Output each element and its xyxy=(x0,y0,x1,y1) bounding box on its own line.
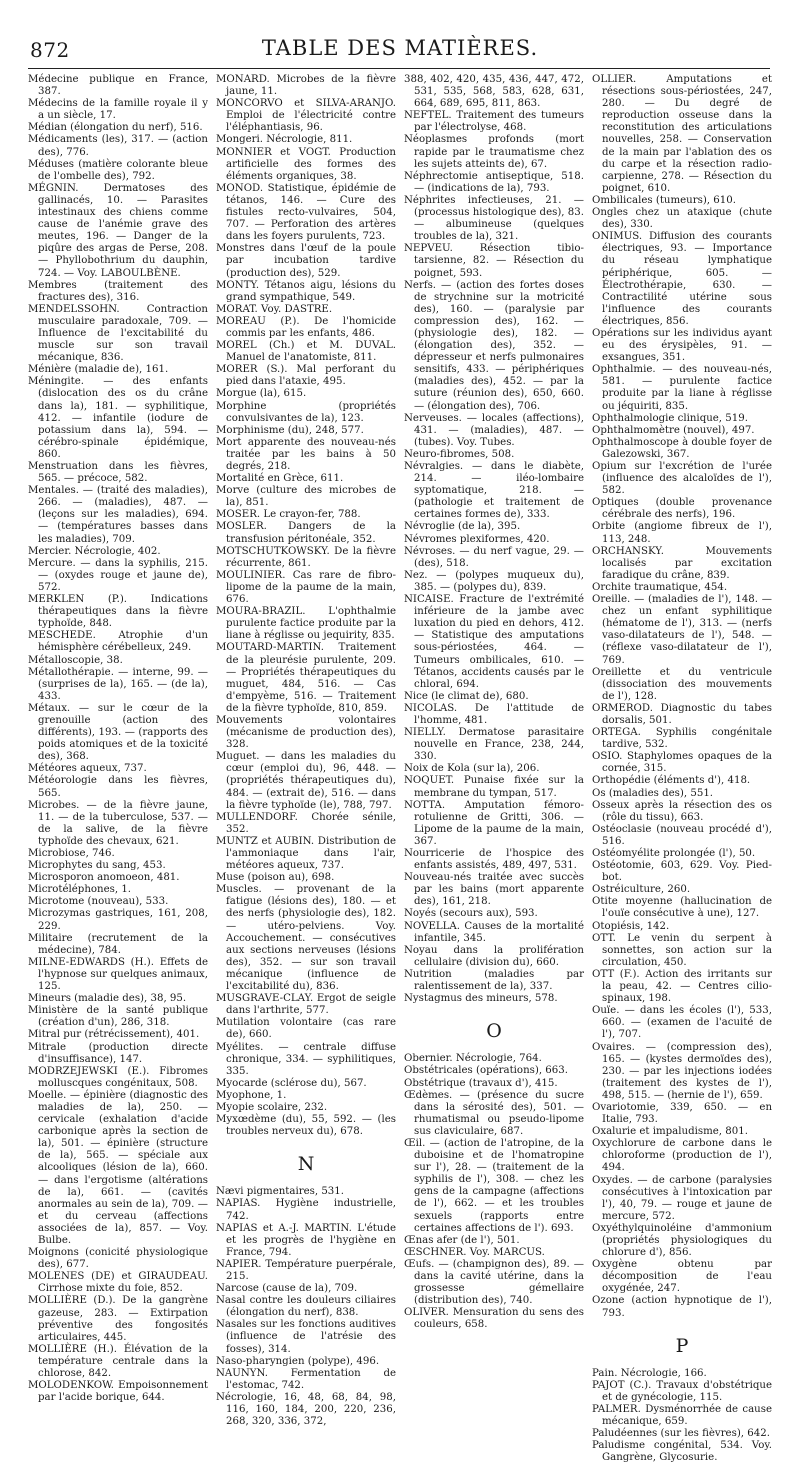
index-entry: MOREL (Ch.) et M. DUVAL. Manuel de l'anatomiste, 811. xyxy=(216,340,396,364)
index-entry: Météorologie dans les fièvres, 565. xyxy=(28,775,208,799)
index-entry: Névralgies. — dans le diabète, 214. — iléo-lombaire syptomatique, 218. — (pathologie et traitement de certaines formes de), 333. xyxy=(404,461,584,521)
index-entry: NOVELLA. Causes de la mortalité infantile, 345. xyxy=(404,920,584,944)
index-entry: MODRZEJEWSKI (E.). Fibromes molluscques congénitaux, 508. xyxy=(28,1065,208,1089)
index-entry: MOSER. Le crayon-fer, 788. xyxy=(216,509,361,521)
index-entry: Obstétricales (opérations), 663. xyxy=(404,1065,568,1077)
index-entry: Noix de Kola (sur la), 206. xyxy=(404,763,540,775)
index-column-1 xyxy=(28,74,208,1404)
index-column-3 xyxy=(404,74,584,1331)
index-entry: MONNIER et VOGT. Production artificielle des formes des éléments organiques, 38. xyxy=(216,146,396,182)
index-entry: Névroses. — du nerf vague, 29. — (des), 518. xyxy=(404,545,584,569)
index-entry: Mineurs (maladie des), 38, 95. xyxy=(28,993,187,1005)
index-entry: Opium sur l'excrétion de l'urée (influence des alcaloïdes de l'), 582. xyxy=(592,461,772,497)
index-entry: Néphrectomie antiseptique, 518. — (indications de la), 793. xyxy=(404,170,584,194)
index-entry: MENDELSSOHN. Contraction musculaire paradoxale, 709. — Influence de l'excitabilité du muscle sur son travail mécanique, 836. xyxy=(28,303,208,364)
index-entry: Médecins de la famille royale il y a un siècle, 17. xyxy=(28,98,208,122)
index-entry: Métaux. — sur le cœur de la grenouille (action des différents), 193. — (rapports des poids atomiques et de la toxicité des), 368. xyxy=(28,702,208,763)
index-entry: Otite moyenne (hallucination de l'ouïe consécutive à une), 127. xyxy=(592,896,772,920)
index-entry: NOTTA. Amputation fémoro-rotulienne de Gritti, 306. — Lipome de la paume de la main, 367. xyxy=(404,799,584,847)
index-entry: MORAT. Voy. DASTRE. xyxy=(216,303,333,315)
index-entry: Médian (élongation du nerf), 516. xyxy=(28,122,203,134)
index-entry: Nouveau-nés traitée avec succès par les bains (mort apparente des), 161, 218. xyxy=(404,872,584,908)
index-entry: Nerfs. — (action des fortes doses de strychnine sur la motricité des), 160. — (paralysie par compression des), 162. — (physiologie des), 182. — (élongation des), 352. — dépresseur et nerfs pulmonaires sensitifs, 433. — périphériques (maladies des), 452. — par la suture (réunion des), 650, 660. — (élongation des), 706. xyxy=(404,279,584,412)
index-entry: Monstres dans l'œuf de la poule par incubation tardive (production des), 529. xyxy=(216,243,396,279)
index-entry: OSIO. Staphylomes opaques de la cornée, 315. xyxy=(592,751,772,775)
index-entry: Oxygène obtenu par décomposition de l'eau oxygénée, 247. xyxy=(592,1259,772,1295)
index-entry: Médicaments (les), 317. — (action des), 776. xyxy=(28,134,208,158)
index-entry: Méduses (matière colorante bleue de l'ombelle des), 792. xyxy=(28,158,208,182)
index-entry: Ovariotomie, 339, 650. — en Italie, 793. xyxy=(592,1101,772,1126)
index-entry: Nasales sur les fonctions auditives (influence de l'atrésie des fosses), 314. xyxy=(216,1319,396,1355)
index-entry: Microbes. — de la fièvre jaune, 11. — de la tuberculose, 537. — de la salive, de la fièvre typhoïde des chevaux, 621. xyxy=(28,799,208,847)
index-entry: Œdèmes. — (présence du sucre dans la sérosité des), 501. — rhumatismal ou pseudo-lipome sus claviculaire, 687. xyxy=(404,1089,584,1137)
index-entry: Oxydes. — de carbone (paralysies consécutives à l'intoxication par l'), 40, 79. — rouge et jaune de mercure, 572. xyxy=(592,1174,772,1222)
index-entry: MILNE-EDWARDS (H.). Effets de l'hypnose sur quelques animaux, 125. xyxy=(28,956,208,993)
index-entry: Myopie scolaire, 232. xyxy=(216,1101,328,1113)
index-entry: MOLODENKOW. Empoisonnement par l'acide borique, 644. xyxy=(28,1380,208,1404)
index-entry: Paludéennes (sur les fièvres), 642. xyxy=(592,1428,770,1440)
index-entry: MOURA-BRAZIL. L'ophthalmie purulente factice produite par la liane à réglisse ou jequirity, 835. xyxy=(216,606,396,642)
index-entry: Ozone (action hypnotique de l'), 793. xyxy=(592,1295,772,1319)
index-entry: Néphrites infectieuses, 21. — (processus histologique des), 83. — albumineuse (quelques troubles de la), 321. xyxy=(404,194,584,243)
index-entry: ONIMUS. Diffusion des courants électriques, 93. — Importance du réseau lymphatique périphérique, 605. — Électrothérapie, 630. — Contractilité utérine sous l'influence des courants électriques, 856. xyxy=(592,231,772,327)
index-entry: Neuro-fibromes, 508. xyxy=(404,448,515,460)
index-entry: Métallothérapie. — interne, 99. — (surprises de la), 165. — (de la), 433. xyxy=(28,666,208,702)
index-entry: Microtéléphones, 1. xyxy=(28,884,132,896)
index-entry: Œufs. — (champignon des), 89. — dans la cavité utérine, dans la grossesse gémellaire (distribution des), 740. xyxy=(404,1258,584,1307)
index-column-4 xyxy=(592,74,772,1464)
index-entry: MULLENDORF. Chorée sénile, 352. xyxy=(216,811,396,835)
index-entry: Ophthalmoscope à double foyer de Galezowski, 367. xyxy=(592,436,772,460)
index-entry: Ophthalmomètre (nouvel), 497. xyxy=(592,424,755,436)
index-entry: Mongeri. Nécrologie, 811. xyxy=(216,134,353,146)
section-letter: N xyxy=(297,1153,315,1176)
index-entry: Obernier. Nécrologie, 764. xyxy=(404,1053,542,1065)
index-entry: ORTEGA. Syphilis congénitale tardive, 532. xyxy=(592,727,772,751)
index-entry: Myocarde (sclérose du), 567. xyxy=(216,1077,367,1089)
index-entry: Myélites. — centrale diffuse chronique, 334. — syphilitiques, 335. xyxy=(216,1041,396,1077)
index-entry: Oxyéthylquinoléine d'ammonium (propriétés physiologiques du chlorure d'), 856. xyxy=(592,1222,772,1259)
index-entry: Ostéoclasie (nouveau procédé d'), 516. xyxy=(592,823,772,847)
index-entry: MORER (S.). Mal perforant du pied dans l'ataxie, 495. xyxy=(216,364,396,388)
index-entry: Microphytes du sang, 453. xyxy=(28,860,166,872)
index-entry: Ostéomyélite prolongée (l'), 50. xyxy=(592,848,756,859)
index-entry: Muguet. — dans les maladies du cœur (emploi du), 96, 448. — (propriétés thérapeutiques du), 484. — (extrait de), 516. — dans la fièvre typhoïde (le), 788, 797. xyxy=(216,751,396,811)
index-entry: Névroglie (de la), 395. xyxy=(404,521,521,533)
index-columns xyxy=(28,74,772,1464)
index-entry: MOTSCHUTKOWSKY. De la fièvre récurrente, 861. xyxy=(216,545,396,569)
index-entry: Névromes plexiformes, 420. xyxy=(404,533,550,545)
index-entry: Oxychlorure de carbone dans le chloroforme (production de l'), 494. xyxy=(592,1138,772,1174)
index-entry: PALMER. Dysménorrhée de cause mécanique, 659. xyxy=(592,1404,772,1428)
index-entry: MOLLIÈRE (D.). De la gangrène gazeuse, 283. — Extirpation préventive des fongosités articulaires, 445. xyxy=(28,1295,208,1343)
page-header xyxy=(0,0,800,70)
index-entry: Orbite (angiome fibreux de l'), 113, 248. xyxy=(592,521,772,545)
index-entry: Osseux après la résection des os (rôle du tissu), 663. xyxy=(592,799,772,823)
section-letter: P xyxy=(675,1334,689,1357)
index-entry: Menstruation dans les fièvres, 565. — précoce, 582. xyxy=(28,461,208,485)
index-entry: Nutrition (maladies par ralentissement de la), 337. xyxy=(404,968,584,993)
index-entry: Oxalurie et impaludisme, 801. xyxy=(592,1126,748,1138)
index-entry: MONARD. Microbes de la fièvre jaune, 11. xyxy=(216,74,396,98)
index-entry: MOSLER. Dangers de la transfusion péritonéale, 352. xyxy=(216,521,396,545)
index-entry: Narcose (cause de la), 709. xyxy=(216,1283,358,1295)
index-entry: Ombilicales (tumeurs), 610. xyxy=(592,194,736,206)
index-entry: MOULINIER. Cas rare de fibro-lipome de la paume de la main, 676. xyxy=(216,569,396,606)
index-entry: Microbiose, 746. xyxy=(28,848,115,859)
index-entry: OLIVER. Mensuration du sens des couleurs, 658. xyxy=(404,1307,584,1331)
index-entry: MÉGNIN. Dermatoses des gallinacés, 10. — Parasites intestinaux des chiens comme cause de l'anémie grave des meutes, 196. — Danger de la piqûre des argas de Perse, 208. — Phyllobothrium du dauphin, 724. — Voy. LABOULBÈNE. xyxy=(28,182,208,279)
index-entry: Paludisme congénital, 534. Voy. Gangrène, Glycosurie. xyxy=(592,1440,772,1464)
index-entry: Ostréiculture, 260. xyxy=(592,884,691,896)
index-entry: NAPIAS et A.-J. MARTIN. L'étude et les progrès de l'hygiène en France, 794. xyxy=(216,1222,396,1258)
index-entry: Os (maladies des), 551. xyxy=(592,787,714,799)
index-entry: Nez. — (polypes muqueux du), 385. — (polypes du), 839. xyxy=(404,569,584,593)
index-entry: Mercier. Nécrologie, 402. xyxy=(28,545,161,557)
index-entry: MOREAU (P.). De l'homicide commis par les enfants, 486. xyxy=(216,315,396,339)
index-entry: Mutilation volontaire (cas rare de), 660. xyxy=(216,1017,396,1041)
index-entry: Morphine (propriétés convulsivantes de la), 123. xyxy=(216,400,396,424)
page-number: 872 xyxy=(30,38,70,62)
index-entry: MUNTZ et AUBIN. Distribution de l'ammoniaque dans l'air, météores aqueux, 737. xyxy=(216,835,396,872)
index-entry: Ophthalmologie clinique, 519. xyxy=(592,412,748,424)
index-entry: Nécrologie, 16, 48, 68, 84, 98, 116, 160, 184, 200, 220, 236, 268, 320, 336, 372, xyxy=(216,1391,396,1428)
index-entry: Médecine publique en France, 387. xyxy=(28,74,208,98)
index-entry: Météores aqueux, 737. xyxy=(28,763,147,775)
index-entry: NAUNYN. Fermentation de l'estomac, 742. xyxy=(216,1367,396,1391)
index-entry: Morve (culture des microbes de la), 851. xyxy=(216,485,396,509)
index-entry: Naso-pharyngien (polype), 496. xyxy=(216,1355,380,1367)
index-entry: Ministère de la santé publique (création d'un), 286, 318. xyxy=(28,1005,208,1029)
section-letter: O xyxy=(486,1020,502,1043)
index-entry: Nourricerie de l'hospice des enfants assistés, 489, 497, 531. xyxy=(404,848,584,872)
index-entry: Œil. — (action de l'atropine, de la duboisine et de l'homatropine sur l'), 28. — (traitement de la syphilis de l'), 308. — chez les gens de la campagne (affections de l'), 662. — et les troubles sexuels (rapports entre certaines affections de l'). 693. xyxy=(404,1137,584,1234)
index-entry: Moelle. — épinière (diagnostic des maladies de la), 250. — cervicale (exhalation d'acide carbonique après la section de la), 501. — épinière (structure de la), 565. — spéciale aux alcooliques (lésion de la), 660. — dans l'ergotisme (altérations de la), 661. — (cavités anormales au sein de la), 709. — et du cerveau (affections associées de la), 857. — Voy. Bulbe. xyxy=(28,1089,208,1246)
header-rule xyxy=(28,68,770,69)
index-entry: Morgue (la), 615. xyxy=(216,388,307,400)
index-entry: Otopiésis, 142. xyxy=(592,920,670,932)
index-entry: Mitral pur (rétrécissement), 401. xyxy=(28,1029,200,1041)
index-entry: MONOD. Statistique, épidémie de tétanos, 146. — Cure des fistules recto-vulvaires, 504, 707. — Perforation des artères dans les foyers purulents, 723. xyxy=(216,182,396,243)
index-entry: Myxœdème (du), 55, 592. — (les troubles nerveux du), 678. xyxy=(216,1114,396,1138)
index-entry: Nævi pigmentaires, 531. xyxy=(216,1186,345,1198)
index-entry: NAPIER. Température puerpérale, 215. xyxy=(216,1258,396,1282)
index-entry: Militaire (recrutement de la médecine), 784. xyxy=(28,932,208,956)
index-entry: Noyés (secours aux), 593. xyxy=(404,908,538,920)
index-entry: Microsporon anomoeon, 481. xyxy=(28,872,180,884)
index-entry: Mentales. — (traité des maladies), 266. — (maladies), 487. — (leçons sur les maladies), 694. — (températures basses dans les maladies), 709. xyxy=(28,485,208,545)
index-entry: Mort apparente des nouveau-nés traitée par les bains à 50 degrés, 218. xyxy=(216,436,396,472)
index-entry: Pain. Nécrologie, 166. xyxy=(592,1367,707,1379)
index-entry: MOLLIÈRE (H.). Élévation de la température centrale dans la chlorose, 842. xyxy=(28,1343,208,1380)
index-entry: MONTY. Tétanos aigu, lésions du grand sympathique, 549. xyxy=(216,279,396,303)
index-entry: Microtome (nouveau), 533. xyxy=(28,896,169,908)
index-entry: NAPIAS. Hygiène industrielle, 742. xyxy=(216,1198,396,1222)
index-entry: Ouïe. — dans les écoles (l'), 533, 660. — (examen de l'acuité de l'), 707. xyxy=(592,1005,772,1041)
index-entry: Opérations sur les individus ayant eu des érysipèles, 91. — exsangues, 351. xyxy=(592,327,772,364)
index-entry: MOUTARD-MARTIN. Traitement de la pleurésie purulente, 209. — Propriétés thérapeutiques du muguet, 484, 516. — Cas d'empyème, 516. — Traitement de la fièvre typhoïde, 810, 859. xyxy=(216,642,396,714)
index-entry: Néoplasmes profonds (mort rapide par le traumatisme chez les sujets atteints de), 67. xyxy=(404,134,584,170)
index-entry: Ongles chez un ataxique (chute des), 330. xyxy=(592,207,772,231)
index-entry: NOQUET. Punaise fixée sur la membrane du tympan, 517. xyxy=(404,775,584,799)
index-entry: Ostéotomie, 603, 629. Voy. Pied-bot. xyxy=(592,860,772,884)
index-entry: PAJOT (C.). Travaux d'obstétrique et de gynécologie, 115. xyxy=(592,1379,772,1403)
index-entry: Orchite traumatique, 454. xyxy=(592,581,728,593)
index-entry: Métalloscopie, 38. xyxy=(28,654,123,666)
index-entry: Microzymas gastriques, 161, 208, 229. xyxy=(28,908,208,932)
index-entry: 388, 402, 420, 435, 436, 447, 472, 531, 535, 568, 583, 628, 631, 664, 689, 695, 811, 863. xyxy=(404,74,584,110)
index-entry: MONCORVO et SILVA-ARANJO. Emploi de l'électricité contre l'éléphantiasis, 96. xyxy=(216,98,396,134)
index-entry: OLLIER. Amputations et résections sous-périostées, 247, 280. — Du degré de reproduction osseuse dans la reconstitution des articulations nouvelles, 258. — Conservation de la main par l'ablation des os du carpe et la résection radio-carpienne, 278. — Résection du poignet, 610. xyxy=(592,74,772,194)
index-entry: Obstétrique (travaux d'), 415. xyxy=(404,1077,558,1089)
index-entry: Moignons (conicité physiologique des), 677. xyxy=(28,1247,208,1271)
index-entry: Membres (traitement des fractures des), 316. xyxy=(28,279,208,303)
index-entry: Orthopédie (éléments d'), 418. xyxy=(592,775,751,787)
index-entry: Myophone, 1. xyxy=(216,1089,287,1101)
index-entry: Nice (le climat de), 680. xyxy=(404,690,529,702)
index-entry: Optiques (double provenance cérébrale des nerfs), 196. xyxy=(592,497,772,521)
index-entry: Mercure. — dans la syphilis, 215. — (oxydes rouge et jaune de), 572. xyxy=(28,557,208,593)
index-column-2 xyxy=(216,74,396,1428)
index-entry: NEFTEL. Traitement des tumeurs par l'électrolyse, 468. xyxy=(404,110,584,134)
index-entry: MESCHEDE. Atrophie d'un hémisphère cérébelleux, 249. xyxy=(28,630,208,654)
index-entry: MUSGRAVE-CLAY. Ergot de seigle dans l'arthrite, 577. xyxy=(216,993,396,1017)
index-entry: Œnas afer (de l'), 501. xyxy=(404,1234,520,1246)
index-entry: ORCHANSKY. Mouvements localisés par excitation faradique du crâne, 839. xyxy=(592,545,772,581)
index-entry: Mitrale (production directe d'insuffisance), 147. xyxy=(28,1041,208,1065)
index-entry: Muscles. — provenant de la fatigue (lésions des), 180. — et des nerfs (physiologie des), 182. — utéro-pelviens. Voy. Accouchement. — consécutives aux sections nerveuses (lésions des), 352. — sur son travail mécanique (influence de l'excitabilité du), 836. xyxy=(216,884,396,993)
index-entry: Morphinisme (du), 248, 577. xyxy=(216,424,364,436)
index-entry: Muse (poison au), 698. xyxy=(216,872,335,884)
index-entry: Ovaires. — (compression des), 165. — (kystes dermoïdes des), 230. — par les injections iodées (traitement des kystes de l'), 498, 515. — (hernie de l'), 659. xyxy=(592,1041,772,1101)
index-entry: NEPVEU. Résection tibio-tarsienne, 82. — Résection du poignet, 593. xyxy=(404,243,584,279)
index-entry: NICOLAS. De l'attitude de l'homme, 481. xyxy=(404,702,584,726)
index-entry: NICAISE. Fracture de l'extrémité inférieure de la jambe avec luxation du pied en dehors, 412. — Statistique des amputations sous-périostées, 464. — Tumeurs ombilicales, 610. — Tétanos, accidents causés par le chloral, 694. xyxy=(404,594,584,690)
index-entry: Nystagmus des mineurs, 578. xyxy=(404,993,558,1005)
index-entry: ŒSCHNER. Voy. MARCUS. xyxy=(404,1246,545,1258)
index-entry: NIELLY. Dermatose parasitaire nouvelle en France, 238, 244, 330. xyxy=(404,727,584,763)
index-entry: Nasal contre les douleurs ciliaires (élongation du nerf), 838. xyxy=(216,1295,396,1319)
index-entry: MERKLEN (P.). Indications thérapeutiques dans la fièvre typhoïde, 848. xyxy=(28,594,208,630)
page-title: TABLE DES MATIÈRES. xyxy=(261,36,539,60)
index-entry: OTT (F.). Action des irritants sur la peau, 42. — Centres cilio-spinaux, 198. xyxy=(592,968,772,1005)
index-entry: Noyau dans la prolifération cellulaire (division du), 660. xyxy=(404,944,584,968)
index-entry: Méningite. — des enfants (dislocation des os du crâne dans la), 181. — syphilitique, 412. — infantile (iodure de potassium dans la), 594. — cérébro-spinale épidémique, 860. xyxy=(28,376,208,460)
index-entry: Mouvements volontaires (mécanisme de production des), 328. xyxy=(216,714,396,751)
index-entry: Mortalité en Grèce, 611. xyxy=(216,473,344,485)
index-entry: ORMEROD. Diagnostic du tabes dorsalis, 501. xyxy=(592,702,772,726)
index-entry: Oreille. — (maladies de l'), 148. — chez un enfant syphilitique (hématome de l'), 313. — (nerfs vaso-dilatateurs de l'), 548. — (réflexe vaso-dilatateur de l'), 769. xyxy=(592,594,772,666)
index-entry: Oreillette et du ventricule (dissociation des mouvements de l'), 128. xyxy=(592,666,772,702)
index-entry: MOLENES (DE) et GIRAUDEAU. Cirrhose mixte du foie, 852. xyxy=(28,1271,208,1295)
index-entry: Nerveuses. — locales (affections), 431. — (maladies), 487. — (tubes). Voy. Tubes. xyxy=(404,412,584,448)
index-entry: Ophthalmie. — des nouveau-nés, 581. — purulente factice produite par la liane à réglisse ou jéquiriti, 835. xyxy=(592,364,772,412)
index-entry: OTT. Le venin du serpent à sonnettes, son action sur la circulation, 450. xyxy=(592,932,772,968)
index-entry: Ménière (maladie de), 161. xyxy=(28,364,169,376)
